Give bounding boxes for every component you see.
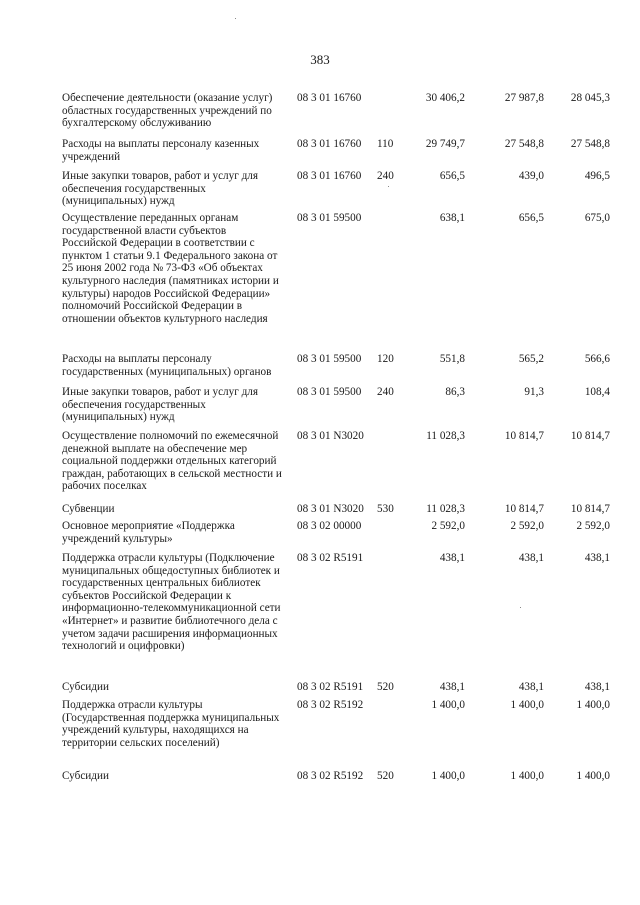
amount-year-3: 10 814,7 [570,503,610,515]
expense-type-code: 530 [377,503,394,515]
row-description: Иные закупки товаров, работ и услуг для обеспечения государственных (муниципальных) нужд [62,170,259,208]
row-description: Поддержка отрасли культуры (Государственная поддержка муниципальных учреждений культуры, находящихся на территории сельских поселений) [62,699,280,749]
amount-year-3: 496,5 [584,170,610,182]
amount-year-1: 30 406,2 [425,92,465,104]
classification-code: 08 3 01 59500 [297,386,362,398]
row-description: Обеспечение деятельности (оказание услуг) областных государственных учреждений по бухгалтерскому обслуживанию [62,92,273,130]
scan-speck [235,18,236,19]
amount-year-1: 86,3 [445,386,465,398]
amount-year-1: 638,1 [439,212,465,224]
amount-year-2: 10 814,7 [504,430,544,442]
classification-code: 08 3 01 16760 [297,170,362,182]
amount-year-3: 108,4 [584,386,610,398]
amount-year-2: 91,3 [524,386,544,398]
row-description: Расходы на выплаты персоналу казенных учреждений [62,138,260,163]
classification-code: 08 3 01 16760 [297,138,362,150]
row-description: Осуществление полномочий по ежемесячной денежной выплате на обеспечение мер социальной поддержки отдельных категорий граждан, работающих в сельской местности и рабочих поселках [62,430,282,493]
classification-code: 08 3 01 59500 [297,212,362,224]
amount-year-1: 2 592,0 [431,520,465,532]
expense-type-code: 240 [377,386,394,398]
amount-year-1: 551,8 [439,353,465,365]
classification-code: 08 3 01 N3020 [297,503,364,515]
page-number: 383 [310,52,330,67]
expense-type-code: 110 [377,138,394,150]
amount-year-1: 29 749,7 [425,138,465,150]
amount-year-3: 566,6 [584,353,610,365]
amount-year-3: 10 814,7 [570,430,610,442]
amount-year-3: 27 548,8 [570,138,610,150]
expense-type-code: 520 [377,770,394,782]
classification-code: 08 3 01 16760 [297,92,362,104]
classification-code: 08 3 02 R5192 [297,699,364,711]
row-description: Иные закупки товаров, работ и услуг для обеспечения государственных (муниципальных) нужд [62,386,259,424]
scan-speck [388,186,389,187]
classification-code: 08 3 02 R5192 [297,770,364,782]
expense-type-code: 240 [377,170,394,182]
amount-year-1: 656,5 [439,170,465,182]
classification-code: 08 3 02 00000 [297,520,362,532]
expense-type-code: 120 [377,353,394,365]
amount-year-3: 2 592,0 [576,520,610,532]
row-description: Поддержка отрасли культуры (Подключение муниципальных общедоступных библиотек и государственных центральных библиотек субъектов Российской Федерации к информационно-телекоммуникационной сети «Интернет» и развитие библиотечного дела с учетом задачи расширения информационных технологий и оцифровки) [62,552,281,653]
amount-year-2: 438,1 [518,552,544,564]
classification-code: 08 3 02 R5191 [297,552,364,564]
classification-code: 08 3 02 R5191 [297,681,364,693]
amount-year-1: 11 028,3 [426,503,465,515]
row-description: Расходы на выплаты персоналу государственных (муниципальных) органов [62,353,272,378]
classification-code: 08 3 01 N3020 [297,430,364,442]
row-description: Субсидии [62,681,109,693]
amount-year-1: 438,1 [439,552,465,564]
amount-year-2: 1 400,0 [510,770,544,782]
row-description: Субвенции [62,503,115,515]
amount-year-3: 1 400,0 [576,770,610,782]
amount-year-2: 10 814,7 [504,503,544,515]
amount-year-2: 1 400,0 [510,699,544,711]
amount-year-3: 438,1 [584,552,610,564]
amount-year-2: 27 987,8 [504,92,544,104]
scan-speck [520,607,521,608]
amount-year-1: 1 400,0 [431,770,465,782]
amount-year-1: 1 400,0 [431,699,465,711]
row-description: Основное мероприятие «Поддержка учреждений культуры» [62,520,235,545]
row-description: Субсидии [62,770,109,782]
expense-type-code: 520 [377,681,394,693]
amount-year-2: 439,0 [518,170,544,182]
row-description: Осуществление переданных органам государственной власти субъектов Российской Федерации в соответствии с пунктом 1 статьи 9.1 Федерального закона от 25 июня 2002 года № 73-ФЗ «Об объектах культурного наследия (памятниках истории и культуры) народов Российской Федерации» полномочий Российской Федерации в отношении объектов культурного наследия [62,212,279,325]
amount-year-2: 565,2 [518,353,544,365]
amount-year-2: 2 592,0 [510,520,544,532]
classification-code: 08 3 01 59500 [297,353,362,365]
amount-year-3: 675,0 [584,212,610,224]
amount-year-2: 27 548,8 [504,138,544,150]
amount-year-3: 28 045,3 [570,92,610,104]
amount-year-3: 1 400,0 [576,699,610,711]
amount-year-1: 11 028,3 [426,430,465,442]
amount-year-3: 438,1 [584,681,610,693]
amount-year-2: 656,5 [518,212,544,224]
amount-year-1: 438,1 [439,681,465,693]
amount-year-2: 438,1 [518,681,544,693]
